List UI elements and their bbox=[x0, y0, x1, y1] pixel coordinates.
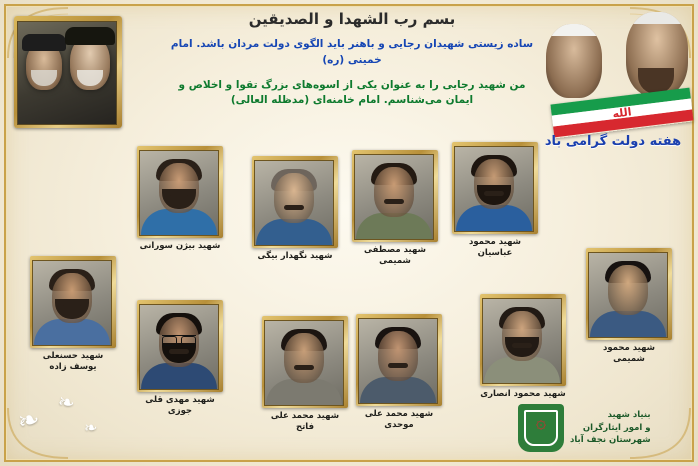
martyr-photo-frame bbox=[262, 316, 348, 408]
foundation-logo-mark bbox=[518, 404, 564, 452]
martyr-card bbox=[480, 294, 566, 400]
martyr-photo-frame bbox=[137, 146, 223, 238]
martyr-photo bbox=[139, 150, 219, 236]
martyr-name-label: شهید حسنعلی یوسف زاده bbox=[42, 351, 104, 372]
bahonar-face bbox=[546, 24, 602, 98]
foundation-logo-text bbox=[570, 409, 651, 447]
martyr-photo-frame bbox=[30, 256, 116, 348]
doves-group bbox=[14, 388, 134, 458]
martyr-photo-frame bbox=[137, 300, 223, 392]
martyr-photo bbox=[254, 160, 334, 246]
foundation-logo-block bbox=[518, 400, 686, 456]
martyr-name-label: شهید نگهدار بیگی bbox=[257, 251, 333, 261]
logo-line-2: و امور ایثارگران bbox=[582, 422, 651, 433]
martyr-card bbox=[356, 314, 442, 430]
martyr-photo-frame bbox=[252, 156, 338, 248]
martyr-photo-frame bbox=[452, 142, 538, 234]
martyr-photo bbox=[354, 154, 434, 240]
martyr-name-label: شهید محمود انصاری bbox=[480, 389, 566, 399]
martyr-name-label: شهید محمد علی فاتح bbox=[270, 411, 340, 432]
martyr-photo bbox=[358, 318, 438, 404]
martyr-card bbox=[586, 248, 672, 364]
martyr-photo-frame bbox=[356, 314, 442, 406]
martyr-card bbox=[262, 316, 348, 432]
martyr-card bbox=[452, 142, 538, 258]
dove-icon: ❧ bbox=[15, 404, 43, 438]
martyr-photo-frame bbox=[586, 248, 672, 340]
rajai-face bbox=[626, 12, 688, 96]
martyr-card bbox=[30, 256, 116, 372]
dove-icon: ❧ bbox=[56, 388, 77, 416]
leaders-portrait-image bbox=[17, 21, 117, 125]
martyr-card bbox=[137, 300, 223, 416]
martyr-photo-frame bbox=[352, 150, 438, 242]
martyr-card bbox=[137, 146, 223, 252]
martyr-photo bbox=[482, 298, 562, 384]
martyr-name-label: شهید محمود عباسیان bbox=[468, 237, 522, 258]
martyr-photo bbox=[264, 320, 344, 406]
tulip-icon: ۞ bbox=[535, 412, 547, 433]
martyr-name-label: شهید محمود شمیمی bbox=[602, 343, 656, 364]
martyr-name-label: شهید مصطفی شمیمی bbox=[364, 245, 426, 266]
khomeini-face bbox=[70, 36, 110, 90]
logo-line-1: بنیاد شهید bbox=[607, 409, 651, 420]
martyr-photo bbox=[139, 304, 219, 390]
dove-icon: ❧ bbox=[83, 417, 99, 438]
martyr-photo bbox=[588, 252, 668, 338]
martyr-photo bbox=[454, 146, 534, 232]
leaders-portrait-frame bbox=[14, 16, 122, 128]
quote-khamenei: من شهید رجایی را به عنوان یکی از اسوه‌های بزرگ تقوا و اخلاص و ایمان می‌شناسم. امام خامنه‌ای (مدظله العالی) bbox=[178, 78, 526, 107]
martyr-card bbox=[352, 150, 438, 266]
logo-line-3: شهرستان نجف آباد bbox=[570, 435, 651, 446]
martyr-photo-frame bbox=[480, 294, 566, 386]
quote-khomeini: ساده زیستی شهیدان رجایی و باهنر باید الگوی دولت مردان باشد. امام خمینی (ره) bbox=[170, 38, 534, 66]
government-week-slogan: هفته دولت گرامی باد bbox=[544, 134, 682, 149]
header-text-block bbox=[168, 4, 536, 122]
martyr-name-label: شهید محمد علی موحدی bbox=[364, 409, 434, 430]
khamenei-face bbox=[26, 42, 62, 90]
martyr-photo bbox=[32, 260, 112, 346]
martyr-name-label: شهید بیژن سورانی bbox=[139, 241, 221, 251]
flag-emblem: الله bbox=[611, 104, 633, 121]
martyr-name-label: شهید مهدی قلی جوزی bbox=[145, 395, 215, 416]
martyr-card bbox=[252, 156, 338, 262]
bismillah-text: بسم رب الشهدا و الصدیقین bbox=[248, 10, 456, 28]
